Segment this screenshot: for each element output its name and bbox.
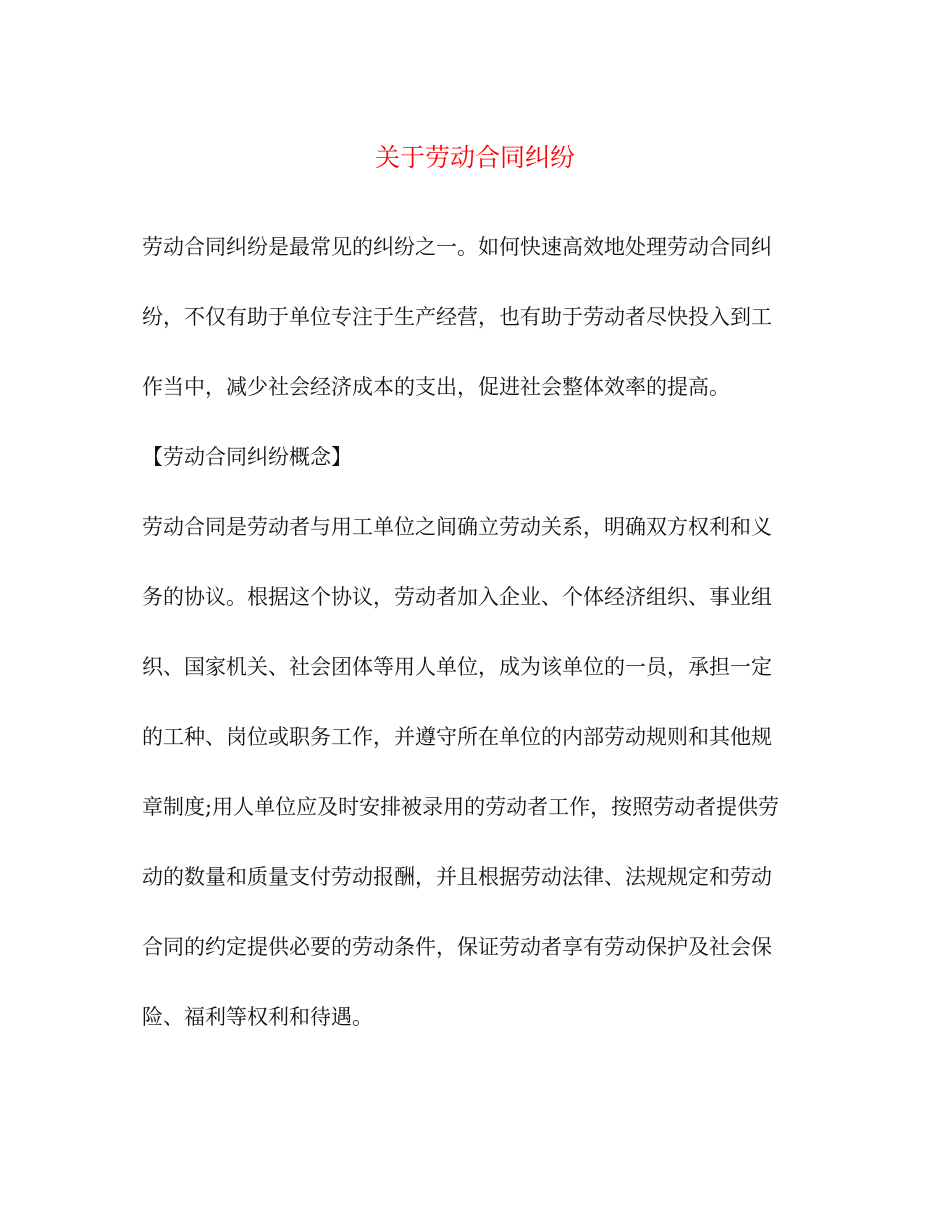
document-title: 关于劳动合同纠纷 — [374, 143, 575, 172]
paragraph-line: 务的协议。根据这个协议，劳动者加入企业、个体经济组织、事业组 — [142, 585, 772, 609]
paragraph-line: 章制度;用人单位应及时安排被录用的劳动者工作，按照劳动者提供劳 — [142, 795, 780, 819]
paragraph-line: 合同的约定提供必要的劳动条件，保证劳动者享有劳动保护及社会保 — [142, 935, 772, 959]
document-body — [142, 227, 812, 1067]
paragraph-line: 的工种、岗位或职务工作，并遵守所在单位的内部劳动规则和其他规 — [142, 725, 772, 749]
paragraph-line: 险、福利等权利和待遇。 — [142, 1005, 373, 1029]
paragraph-line: 作当中，减少社会经济成本的支出，促进社会整体效率的提高。 — [142, 375, 730, 399]
paragraph-line: 织、国家机关、社会团体等用人单位，成为该单位的一员，承担一定 — [142, 655, 772, 679]
paragraph-line: 纷，不仅有助于单位专注于生产经营，也有助于劳动者尽快投入到工 — [142, 305, 772, 329]
paragraph-line: 劳动合同是劳动者与用工单位之间确立劳动关系，明确双方权利和义 — [142, 515, 772, 539]
paragraph-line: 劳动合同纠纷是最常见的纠纷之一。如何快速高效地处理劳动合同纠 — [142, 235, 772, 259]
paragraph-line: 动的数量和质量支付劳动报酬，并且根据劳动法律、法规规定和劳动 — [142, 865, 772, 889]
section-heading: 【劳动合同纠纷概念】 — [142, 445, 352, 469]
